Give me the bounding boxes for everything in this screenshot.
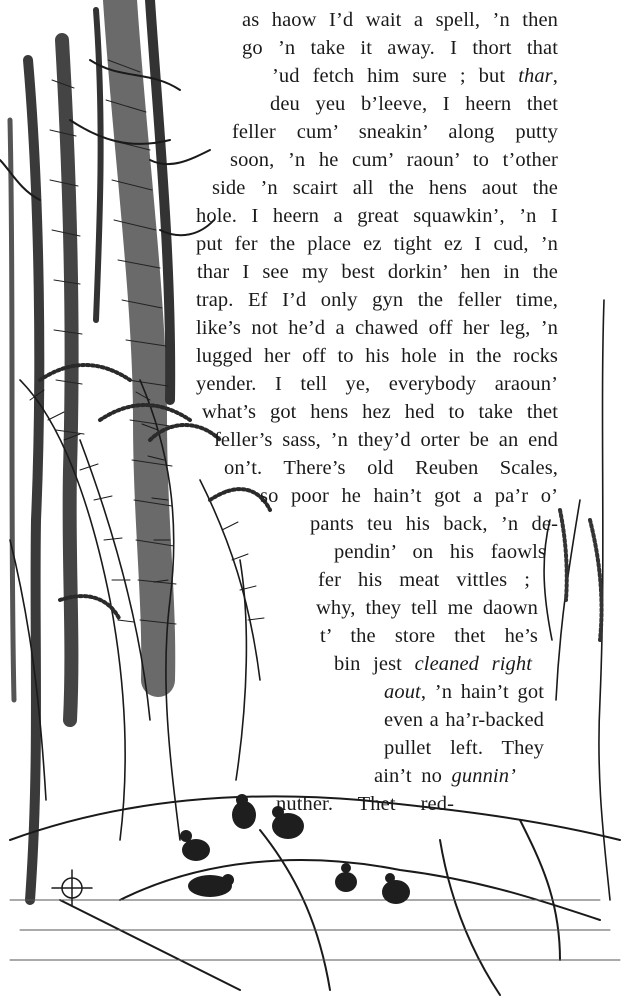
text-line: feller’s sass, ’n they’d orter be an end (214, 429, 558, 451)
text-line: so poor he hain’t got a pa’r o’ (260, 485, 558, 507)
quail-bird (382, 880, 410, 904)
text-line: as haow I’d wait a spell, ’n then (242, 9, 558, 31)
text-line: like’s not he’d a chawed off her leg, ’n (196, 317, 558, 339)
text-line: ’ud fetch him sure ; but thar, (272, 65, 558, 87)
text-line: trap. Ef I’d only gyn the feller time, (196, 289, 558, 311)
tree-trunks (10, 0, 176, 900)
text-line: go ’n take it away. I thort that (242, 37, 558, 59)
text-line: on’t. There’s old Reuben Scales, (224, 457, 558, 479)
text-line: feller cum’ sneakin’ along putty (232, 121, 558, 143)
text-line: hole. I heern a great squawkin’, ’n I (196, 205, 558, 227)
text-line: even a ha’r-backed (384, 709, 544, 731)
text-line: bin jest cleaned right (334, 653, 532, 675)
text-line: deu yeu b’leeve, I heern thet (270, 93, 558, 115)
text-line: aout, ’n hain’t got (384, 681, 544, 703)
text-line: pullet left. They (384, 737, 544, 759)
text-line: pants teu his back, ’n de- (310, 513, 558, 535)
text-line: ain’t no gunnin’ (374, 765, 516, 787)
ornament-icon (52, 870, 92, 906)
text-line: pendin’ on his faowls (334, 541, 546, 563)
text-line: why, they tell me daown (316, 597, 538, 619)
text-line: soon, ’n he cum’ raoun’ to t’other (230, 149, 558, 171)
text-line: thar I see my best dorkin’ hen in the (197, 261, 558, 283)
ground-branches (10, 796, 620, 995)
text-line: lugged her off to his hole in the rocks (196, 345, 558, 367)
text-line: fer his meat vittles ; (318, 569, 530, 591)
text-line: side ’n scairt all the hens aout the (212, 177, 558, 199)
text-line: what’s got hens hez hed to take thet (202, 401, 558, 423)
text-line: nuther. Thet red- (276, 793, 454, 815)
text-line: put fer the place ez tight ez I cud, ’n (196, 233, 558, 255)
quail-bird (335, 872, 357, 892)
text-line: yender. I tell ye, everybody araoun’ (196, 373, 558, 395)
text-line: t’ the store thet he’s (320, 625, 538, 647)
quail-bird (182, 839, 210, 861)
